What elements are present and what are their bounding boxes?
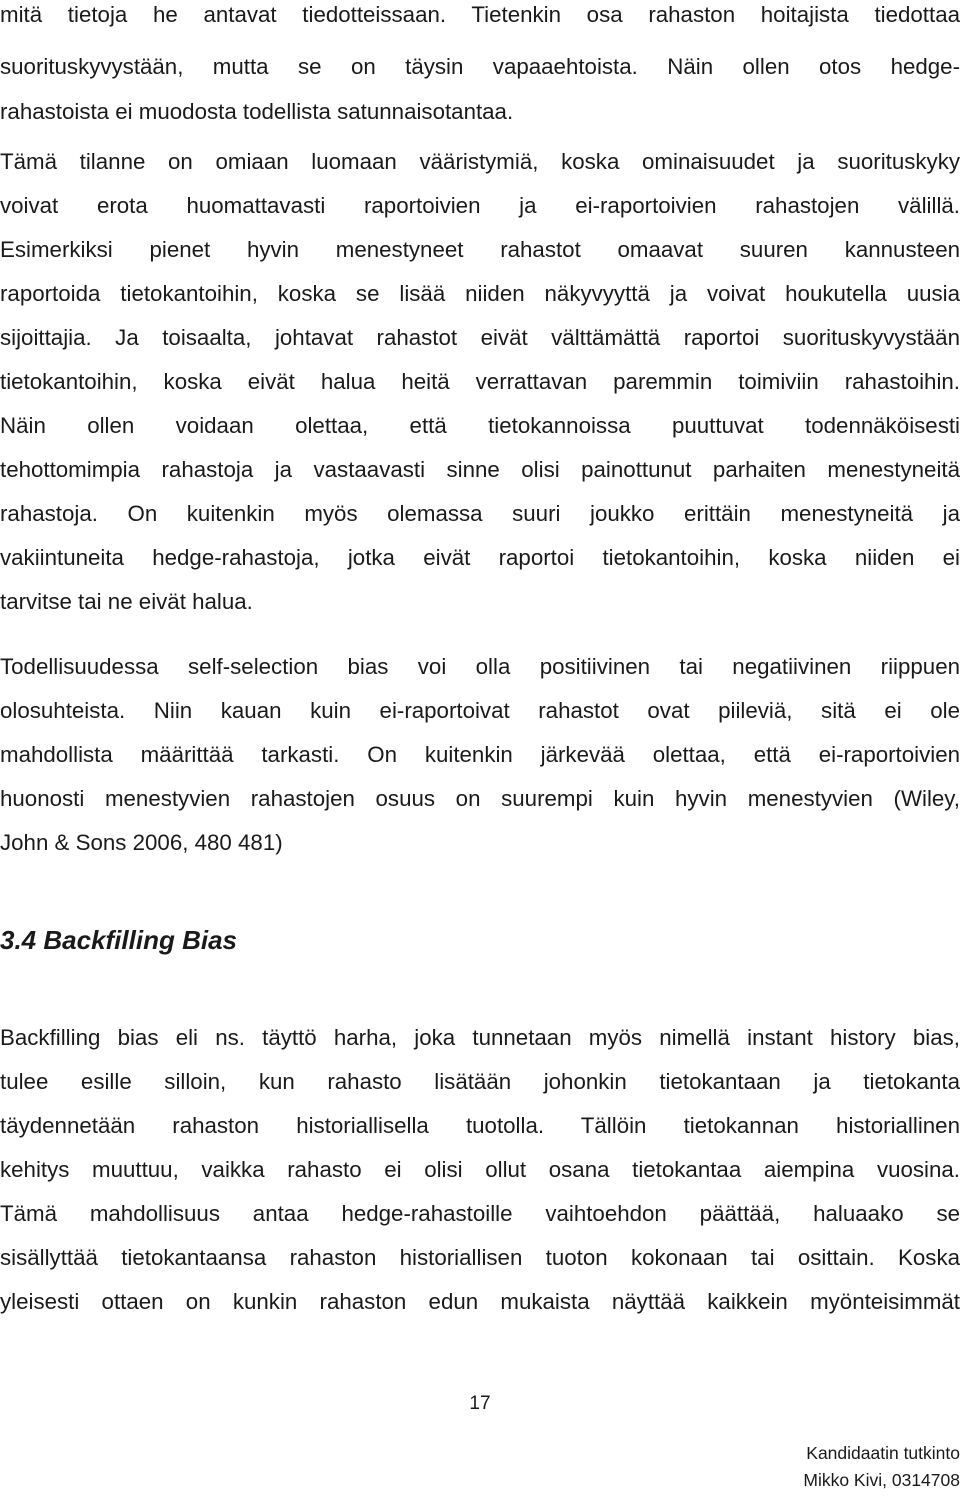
text-line: kehitys muuttuu, vaikka rahasto ei olisi ollut osana tietokantaa aiempina vuosina. bbox=[0, 1157, 960, 1182]
text-line: täydennetään rahaston historiallisella tuotolla. Tällöin tietokannan historiallinen bbox=[0, 1113, 960, 1138]
page-number: 17 bbox=[469, 1393, 491, 1414]
text-line: Esimerkiksi pienet hyvin menestyneet rahastot omaavat suuren kannusteen bbox=[0, 237, 960, 262]
text-line: suorituskyvystään, mutta se on täysin vapaaehtoista. Näin ollen otos hedge- bbox=[0, 54, 960, 79]
text-line: tehottomimpia rahastoja ja vastaavasti sinne olisi painottunut parhaiten menestyneitä bbox=[0, 457, 960, 482]
text-line: tarvitse tai ne eivät halua. bbox=[0, 589, 253, 614]
text-line: olosuhteista. Niin kauan kuin ei-raportoivat rahastot ovat piileviä, sitä ei ole bbox=[0, 698, 960, 723]
text-line: Backfilling bias eli ns. täyttö harha, joka tunnetaan myös nimellä instant history bias, bbox=[0, 1025, 960, 1050]
text-line: huonosti menestyvien rahastojen osuus on suurempi kuin hyvin menestyvien (Wiley, bbox=[0, 786, 960, 811]
text-line: rahastoista ei muodosta todellista satunnaisotantaa. bbox=[0, 99, 514, 124]
text-line: Todellisuudessa self-selection bias voi olla positiivinen tai negatiivinen riippuen bbox=[0, 654, 960, 679]
paragraph-backfilling bbox=[0, 1016, 960, 1324]
text-line: vakiintuneita hedge-rahastoja, jotka eivät raportoi tietokantoihin, koska niiden ei bbox=[0, 545, 960, 570]
text-line: Tämä tilanne on omiaan luomaan vääristymiä, koska ominaisuudet ja suorituskyky bbox=[0, 149, 960, 174]
paragraph-reality bbox=[0, 645, 960, 865]
footer-degree: Kandidaatin tutkinto bbox=[806, 1443, 960, 1463]
text-line: sisällyttää tietokantaansa rahaston historiallisen tuoton kokonaan tai osittain. Koska bbox=[0, 1245, 960, 1270]
text-line: John & Sons 2006, 480 481) bbox=[0, 830, 283, 855]
text-line: voivat erota huomattavasti raportoivien ja ei-raportoivien rahastojen välillä. bbox=[0, 193, 960, 218]
text-line: rahastoja. On kuitenkin myös olemassa suuri joukko erittäin menestyneitä ja bbox=[0, 501, 960, 526]
text-line: mahdollista määrittää tarkasti. On kuitenkin järkevää olettaa, että ei-raportoivien bbox=[0, 742, 960, 767]
section-heading: 3.4 Backfilling Bias bbox=[0, 925, 237, 955]
text-line: mitä tietoja he antavat tiedotteissaan. Tietenkin osa rahaston hoitajista tiedottaa bbox=[0, 2, 960, 27]
text-line: tietokantoihin, koska eivät halua heitä verrattavan paremmin toimiviin rahastoihin. bbox=[0, 369, 960, 394]
text-line: tulee esille silloin, kun rahasto lisätään johonkin tietokantaan ja tietokanta bbox=[0, 1069, 960, 1094]
footer-author: Mikko Kivi, 0314708 bbox=[803, 1470, 960, 1490]
text-line: Tämä mahdollisuus antaa hedge-rahastoille vaihtoehdon päättää, haluaako se bbox=[0, 1201, 960, 1226]
text-line: yleisesti ottaen on kunkin rahaston edun mukaista näyttää kaikkein myönteisimmät bbox=[0, 1289, 960, 1314]
text-line: sijoittajia. Ja toisaalta, johtavat rahastot eivät välttämättä raportoi suorituskyvystään bbox=[0, 325, 960, 350]
text-line: raportoida tietokantoihin, koska se lisää niiden näkyvyyttä ja voivat houkutella uusia bbox=[0, 281, 960, 306]
page-footer bbox=[803, 1440, 960, 1494]
paragraph-self-selection bbox=[0, 140, 960, 624]
paragraph-intro bbox=[0, 0, 960, 131]
text-line: Näin ollen voidaan olettaa, että tietokannoissa puuttuvat todennäköisesti bbox=[0, 413, 960, 438]
